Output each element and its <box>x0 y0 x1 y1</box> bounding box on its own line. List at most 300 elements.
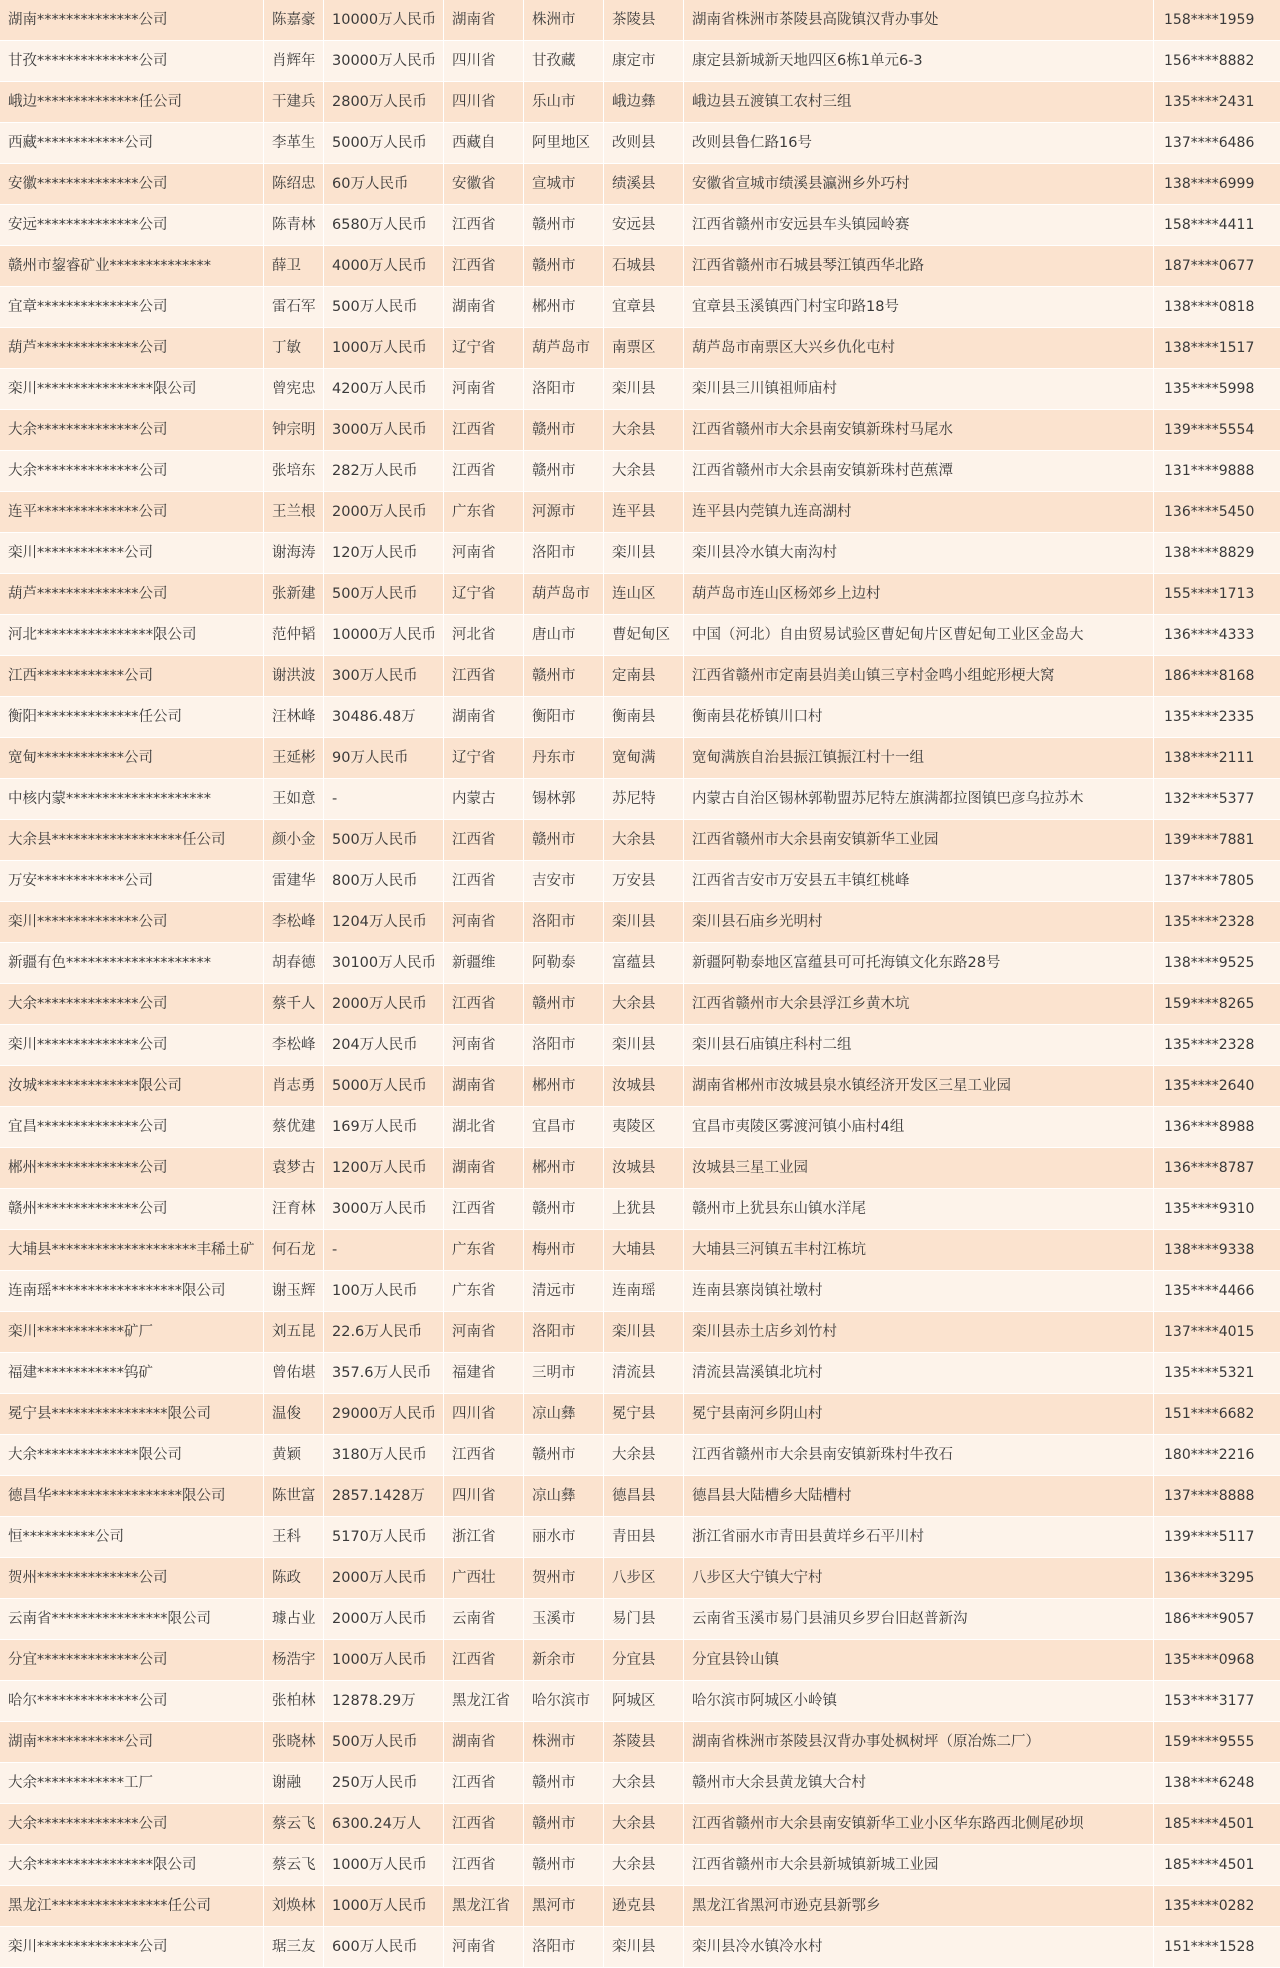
registered-capital-cell: 2000万人民币 <box>324 984 444 1025</box>
address-cell: 湖南省郴州市汝城县泉水镇经济开发区三星工业园 <box>684 1066 1154 1107</box>
company-name-cell: 恒**********公司 <box>0 1517 264 1558</box>
phone-cell: 135****2640 <box>1154 1066 1280 1107</box>
legal-person-cell: 肖辉年 <box>264 41 324 82</box>
province-cell: 江西省 <box>444 1804 524 1845</box>
city-cell: 赣州市 <box>524 1804 604 1845</box>
province-cell: 湖南省 <box>444 287 524 328</box>
table-row <box>0 369 1280 410</box>
registered-capital-cell: 22.6万人民币 <box>324 1312 444 1353</box>
county-cell: 栾川县 <box>604 1025 684 1066</box>
legal-person-cell: 袁梦古 <box>264 1148 324 1189</box>
legal-person-cell: 王兰根 <box>264 492 324 533</box>
address-cell: 连南县寨岗镇社墩村 <box>684 1271 1154 1312</box>
city-cell: 宜昌市 <box>524 1107 604 1148</box>
county-cell: 茶陵县 <box>604 1722 684 1763</box>
company-name-cell: 赣州市鋆睿矿业************** <box>0 246 264 287</box>
city-cell: 赣州市 <box>524 205 604 246</box>
city-cell: 吉安市 <box>524 861 604 902</box>
registered-capital-cell: 10000万人民币 <box>324 0 444 41</box>
table-row <box>0 1927 1280 1968</box>
city-cell: 赣州市 <box>524 246 604 287</box>
county-cell: 逊克县 <box>604 1886 684 1927</box>
registered-capital-cell: 90万人民币 <box>324 738 444 779</box>
company-name-cell: 江西************公司 <box>0 656 264 697</box>
county-cell: 宽甸满 <box>604 738 684 779</box>
phone-cell: 153****3177 <box>1154 1681 1280 1722</box>
address-cell: 峨边县五渡镇工农村三组 <box>684 82 1154 123</box>
legal-person-cell: 琚三友 <box>264 1927 324 1968</box>
phone-cell: 137****4015 <box>1154 1312 1280 1353</box>
company-name-cell: 福建************钨矿 <box>0 1353 264 1394</box>
address-cell: 葫芦岛市南票区大兴乡仇化屯村 <box>684 328 1154 369</box>
county-cell: 峨边彝 <box>604 82 684 123</box>
county-cell: 连山区 <box>604 574 684 615</box>
province-cell: 湖南省 <box>444 1148 524 1189</box>
province-cell: 江西省 <box>444 1845 524 1886</box>
province-cell: 辽宁省 <box>444 328 524 369</box>
province-cell: 江西省 <box>444 246 524 287</box>
legal-person-cell: 谢玉辉 <box>264 1271 324 1312</box>
city-cell: 洛阳市 <box>524 1025 604 1066</box>
phone-cell: 138****6999 <box>1154 164 1280 205</box>
registered-capital-cell: 1000万人民币 <box>324 1886 444 1927</box>
table-row <box>0 1640 1280 1681</box>
registered-capital-cell: 204万人民币 <box>324 1025 444 1066</box>
city-cell: 丽水市 <box>524 1517 604 1558</box>
phone-cell: 135****2335 <box>1154 697 1280 738</box>
registered-capital-cell: 3000万人民币 <box>324 410 444 451</box>
registered-capital-cell: 500万人民币 <box>324 574 444 615</box>
county-cell: 连南瑶 <box>604 1271 684 1312</box>
registered-capital-cell: 6580万人民币 <box>324 205 444 246</box>
county-cell: 汝城县 <box>604 1148 684 1189</box>
phone-cell: 151****1528 <box>1154 1927 1280 1968</box>
province-cell: 广西壮 <box>444 1558 524 1599</box>
province-cell: 四川省 <box>444 41 524 82</box>
table-row <box>0 1845 1280 1886</box>
table-row <box>0 287 1280 328</box>
table-row <box>0 1394 1280 1435</box>
registered-capital-cell: 1000万人民币 <box>324 1640 444 1681</box>
company-name-cell: 栾川****************限公司 <box>0 369 264 410</box>
legal-person-cell: 肖志勇 <box>264 1066 324 1107</box>
registered-capital-cell: 500万人民币 <box>324 820 444 861</box>
province-cell: 江西省 <box>444 1189 524 1230</box>
legal-person-cell: 李松峰 <box>264 1025 324 1066</box>
registered-capital-cell: 1000万人民币 <box>324 1845 444 1886</box>
table-row <box>0 123 1280 164</box>
county-cell: 大余县 <box>604 1763 684 1804</box>
county-cell: 汝城县 <box>604 1066 684 1107</box>
company-name-cell: 河北****************限公司 <box>0 615 264 656</box>
company-name-cell: 赣州**************公司 <box>0 1189 264 1230</box>
company-name-cell: 郴州**************公司 <box>0 1148 264 1189</box>
address-cell: 安徽省宣城市绩溪县瀛洲乡外巧村 <box>684 164 1154 205</box>
legal-person-cell: 谢海涛 <box>264 533 324 574</box>
registered-capital-cell: 30486.48万 <box>324 697 444 738</box>
table-row <box>0 1763 1280 1804</box>
city-cell: 甘孜藏 <box>524 41 604 82</box>
table-row <box>0 246 1280 287</box>
province-cell: 广东省 <box>444 1230 524 1271</box>
table-row <box>0 656 1280 697</box>
table-row <box>0 779 1280 820</box>
city-cell: 阿里地区 <box>524 123 604 164</box>
table-row <box>0 1599 1280 1640</box>
table-row <box>0 1517 1280 1558</box>
county-cell: 德昌县 <box>604 1476 684 1517</box>
table-row <box>0 1681 1280 1722</box>
legal-person-cell: 谢洪波 <box>264 656 324 697</box>
city-cell: 葫芦岛市 <box>524 574 604 615</box>
address-cell: 栾川县石庙镇庄科村二组 <box>684 1025 1154 1066</box>
table-row <box>0 1886 1280 1927</box>
company-name-cell: 栾川**************公司 <box>0 902 264 943</box>
company-name-cell: 大余**************公司 <box>0 410 264 451</box>
phone-cell: 138****1517 <box>1154 328 1280 369</box>
province-cell: 广东省 <box>444 1271 524 1312</box>
table-row <box>0 1066 1280 1107</box>
county-cell: 大余县 <box>604 1845 684 1886</box>
company-name-cell: 栾川************公司 <box>0 533 264 574</box>
registered-capital-cell: 120万人民币 <box>324 533 444 574</box>
legal-person-cell: 雷建华 <box>264 861 324 902</box>
registered-capital-cell: 500万人民币 <box>324 287 444 328</box>
registered-capital-cell: 4200万人民币 <box>324 369 444 410</box>
province-cell: 安徽省 <box>444 164 524 205</box>
city-cell: 赣州市 <box>524 820 604 861</box>
table-row <box>0 1722 1280 1763</box>
legal-person-cell: 陈嘉豪 <box>264 0 324 41</box>
legal-person-cell: 张培东 <box>264 451 324 492</box>
county-cell: 栾川县 <box>604 902 684 943</box>
phone-cell: 151****6682 <box>1154 1394 1280 1435</box>
province-cell: 云南省 <box>444 1599 524 1640</box>
address-cell: 栾川县冷水镇大南沟村 <box>684 533 1154 574</box>
county-cell: 衡南县 <box>604 697 684 738</box>
company-name-cell: 宽甸************公司 <box>0 738 264 779</box>
registered-capital-cell: 357.6万人民币 <box>324 1353 444 1394</box>
address-cell: 中国（河北）自由贸易试验区曹妃甸片区曹妃甸工业区金岛大 <box>684 615 1154 656</box>
county-cell: 康定市 <box>604 41 684 82</box>
table-row <box>0 328 1280 369</box>
company-name-cell: 宜昌**************公司 <box>0 1107 264 1148</box>
phone-cell: 137****7805 <box>1154 861 1280 902</box>
province-cell: 河南省 <box>444 1927 524 1968</box>
city-cell: 葫芦岛市 <box>524 328 604 369</box>
company-name-cell: 甘孜**************公司 <box>0 41 264 82</box>
province-cell: 内蒙古 <box>444 779 524 820</box>
table-row <box>0 410 1280 451</box>
address-cell: 江西省赣州市安远县车头镇园岭赛 <box>684 205 1154 246</box>
phone-cell: 186****8168 <box>1154 656 1280 697</box>
address-cell: 宜昌市夷陵区雾渡河镇小庙村4组 <box>684 1107 1154 1148</box>
address-cell: 冕宁县南河乡阴山村 <box>684 1394 1154 1435</box>
legal-person-cell: 蔡云飞 <box>264 1845 324 1886</box>
registered-capital-cell: - <box>324 779 444 820</box>
registered-capital-cell: 5000万人民币 <box>324 1066 444 1107</box>
table-row <box>0 1107 1280 1148</box>
phone-cell: 138****9338 <box>1154 1230 1280 1271</box>
address-cell: 栾川县石庙乡光明村 <box>684 902 1154 943</box>
city-cell: 衡阳市 <box>524 697 604 738</box>
county-cell: 易门县 <box>604 1599 684 1640</box>
city-cell: 唐山市 <box>524 615 604 656</box>
city-cell: 新余市 <box>524 1640 604 1681</box>
phone-cell: 135****2328 <box>1154 1025 1280 1066</box>
province-cell: 福建省 <box>444 1353 524 1394</box>
legal-person-cell: 黄颖 <box>264 1435 324 1476</box>
phone-cell: 187****0677 <box>1154 246 1280 287</box>
company-name-cell: 大余****************限公司 <box>0 1845 264 1886</box>
address-cell: 江西省赣州市大余县新城镇新城工业园 <box>684 1845 1154 1886</box>
registered-capital-cell: 60万人民币 <box>324 164 444 205</box>
table-row <box>0 1435 1280 1476</box>
county-cell: 八步区 <box>604 1558 684 1599</box>
company-name-cell: 大余县******************任公司 <box>0 820 264 861</box>
company-name-cell: 中核内蒙******************** <box>0 779 264 820</box>
county-cell: 茶陵县 <box>604 0 684 41</box>
county-cell: 万安县 <box>604 861 684 902</box>
province-cell: 河北省 <box>444 615 524 656</box>
table-row <box>0 943 1280 984</box>
company-name-cell: 大埔县********************丰稀土矿 <box>0 1230 264 1271</box>
address-cell: 江西省吉安市万安县五丰镇红桃峰 <box>684 861 1154 902</box>
county-cell: 石城县 <box>604 246 684 287</box>
registered-capital-cell: 800万人民币 <box>324 861 444 902</box>
table-row <box>0 615 1280 656</box>
province-cell: 河南省 <box>444 369 524 410</box>
registered-capital-cell: 1200万人民币 <box>324 1148 444 1189</box>
registered-capital-cell: 300万人民币 <box>324 656 444 697</box>
address-cell: 赣州市大余县黄龙镇大合村 <box>684 1763 1154 1804</box>
registered-capital-cell: 6300.24万人 <box>324 1804 444 1845</box>
province-cell: 江西省 <box>444 861 524 902</box>
address-cell: 江西省赣州市石城县琴江镇西华北路 <box>684 246 1154 287</box>
province-cell: 河南省 <box>444 533 524 574</box>
table-row <box>0 533 1280 574</box>
table-row <box>0 574 1280 615</box>
address-cell: 分宜县铃山镇 <box>684 1640 1154 1681</box>
legal-person-cell: 刘五昆 <box>264 1312 324 1353</box>
address-cell: 新疆阿勒泰地区富蕴县可可托海镇文化东路28号 <box>684 943 1154 984</box>
legal-person-cell: 钟宗明 <box>264 410 324 451</box>
registered-capital-cell: 1204万人民币 <box>324 902 444 943</box>
county-cell: 夷陵区 <box>604 1107 684 1148</box>
registered-capital-cell: 282万人民币 <box>324 451 444 492</box>
address-cell: 清流县嵩溪镇北坑村 <box>684 1353 1154 1394</box>
phone-cell: 138****2111 <box>1154 738 1280 779</box>
city-cell: 赣州市 <box>524 451 604 492</box>
legal-person-cell: 陈绍忠 <box>264 164 324 205</box>
city-cell: 株洲市 <box>524 1722 604 1763</box>
company-name-cell: 栾川**************公司 <box>0 1927 264 1968</box>
legal-person-cell: 李松峰 <box>264 902 324 943</box>
address-cell: 湖南省株洲市茶陵县汉背办事处枫树坪（原冶炼二厂） <box>684 1722 1154 1763</box>
legal-person-cell: 何石龙 <box>264 1230 324 1271</box>
legal-person-cell: 干建兵 <box>264 82 324 123</box>
county-cell: 大埔县 <box>604 1230 684 1271</box>
city-cell: 赣州市 <box>524 1845 604 1886</box>
county-cell: 南票区 <box>604 328 684 369</box>
registered-capital-cell: 4000万人民币 <box>324 246 444 287</box>
county-cell: 定南县 <box>604 656 684 697</box>
legal-person-cell: 璩占业 <box>264 1599 324 1640</box>
legal-person-cell: 王如意 <box>264 779 324 820</box>
county-cell: 安远县 <box>604 205 684 246</box>
registered-capital-cell: 12878.29万 <box>324 1681 444 1722</box>
phone-cell: 136****8988 <box>1154 1107 1280 1148</box>
company-name-cell: 大余**************公司 <box>0 984 264 1025</box>
table-row <box>0 1476 1280 1517</box>
registered-capital-cell: 250万人民币 <box>324 1763 444 1804</box>
registered-capital-cell: 5000万人民币 <box>324 123 444 164</box>
address-cell: 栾川县三川镇祖师庙村 <box>684 369 1154 410</box>
phone-cell: 135****9310 <box>1154 1189 1280 1230</box>
table-row <box>0 1189 1280 1230</box>
city-cell: 株洲市 <box>524 0 604 41</box>
address-cell: 栾川县冷水镇冷水村 <box>684 1927 1154 1968</box>
phone-cell: 158****1959 <box>1154 0 1280 41</box>
phone-cell: 136****5450 <box>1154 492 1280 533</box>
table-row <box>0 861 1280 902</box>
legal-person-cell: 陈青林 <box>264 205 324 246</box>
registered-capital-cell: 29000万人民币 <box>324 1394 444 1435</box>
phone-cell: 180****2216 <box>1154 1435 1280 1476</box>
province-cell: 四川省 <box>444 82 524 123</box>
province-cell: 黑龙江省 <box>444 1886 524 1927</box>
legal-person-cell: 胡春德 <box>264 943 324 984</box>
legal-person-cell: 颜小金 <box>264 820 324 861</box>
address-cell: 宜章县玉溪镇西门村宝印路18号 <box>684 287 1154 328</box>
legal-person-cell: 曾佑堪 <box>264 1353 324 1394</box>
city-cell: 玉溪市 <box>524 1599 604 1640</box>
table-row <box>0 82 1280 123</box>
company-name-cell: 大余**************限公司 <box>0 1435 264 1476</box>
address-cell: 连平县内莞镇九连高湖村 <box>684 492 1154 533</box>
company-name-cell: 贺州**************公司 <box>0 1558 264 1599</box>
address-cell: 江西省赣州市大余县南安镇新华工业园 <box>684 820 1154 861</box>
city-cell: 赣州市 <box>524 1763 604 1804</box>
city-cell: 乐山市 <box>524 82 604 123</box>
phone-cell: 136****4333 <box>1154 615 1280 656</box>
province-cell: 新疆维 <box>444 943 524 984</box>
province-cell: 江西省 <box>444 205 524 246</box>
address-cell: 江西省赣州市大余县南安镇新华工业小区华东路西北侧尾砂坝 <box>684 1804 1154 1845</box>
table-row <box>0 984 1280 1025</box>
city-cell: 河源市 <box>524 492 604 533</box>
company-name-cell: 云南省****************限公司 <box>0 1599 264 1640</box>
company-name-cell: 大余************工厂 <box>0 1763 264 1804</box>
city-cell: 黑河市 <box>524 1886 604 1927</box>
address-cell: 江西省赣州市大余县浮江乡黄木坑 <box>684 984 1154 1025</box>
company-name-cell: 宜章**************公司 <box>0 287 264 328</box>
legal-person-cell: 张柏林 <box>264 1681 324 1722</box>
city-cell: 洛阳市 <box>524 369 604 410</box>
address-cell: 江西省赣州市大余县南安镇新珠村马尾水 <box>684 410 1154 451</box>
phone-cell: 158****4411 <box>1154 205 1280 246</box>
legal-person-cell: 刘焕林 <box>264 1886 324 1927</box>
address-cell: 衡南县花桥镇川口村 <box>684 697 1154 738</box>
table-row <box>0 492 1280 533</box>
province-cell: 河南省 <box>444 1025 524 1066</box>
company-name-cell: 葫芦**************公司 <box>0 574 264 615</box>
registered-capital-cell: 2857.1428万 <box>324 1476 444 1517</box>
legal-person-cell: 蔡千人 <box>264 984 324 1025</box>
city-cell: 赣州市 <box>524 984 604 1025</box>
city-cell: 郴州市 <box>524 1148 604 1189</box>
registered-capital-cell: 30100万人民币 <box>324 943 444 984</box>
province-cell: 河南省 <box>444 902 524 943</box>
table-row <box>0 451 1280 492</box>
company-name-cell: 连平**************公司 <box>0 492 264 533</box>
address-cell: 浙江省丽水市青田县黄垟乡石平川村 <box>684 1517 1154 1558</box>
table-row <box>0 1558 1280 1599</box>
legal-person-cell: 王延彬 <box>264 738 324 779</box>
province-cell: 黑龙江省 <box>444 1681 524 1722</box>
province-cell: 江西省 <box>444 1640 524 1681</box>
legal-person-cell: 温俊 <box>264 1394 324 1435</box>
phone-cell: 185****4501 <box>1154 1845 1280 1886</box>
company-name-cell: 黑龙江****************任公司 <box>0 1886 264 1927</box>
county-cell: 苏尼特 <box>604 779 684 820</box>
province-cell: 广东省 <box>444 492 524 533</box>
table-row <box>0 697 1280 738</box>
table-row <box>0 1353 1280 1394</box>
registered-capital-cell: 5170万人民币 <box>324 1517 444 1558</box>
province-cell: 江西省 <box>444 1435 524 1476</box>
registered-capital-cell: 500万人民币 <box>324 1722 444 1763</box>
legal-person-cell: 丁敏 <box>264 328 324 369</box>
phone-cell: 135****5321 <box>1154 1353 1280 1394</box>
company-name-cell: 西藏************公司 <box>0 123 264 164</box>
company-name-cell: 冕宁县****************限公司 <box>0 1394 264 1435</box>
legal-person-cell: 张新建 <box>264 574 324 615</box>
province-cell: 辽宁省 <box>444 574 524 615</box>
company-name-cell: 哈尔**************公司 <box>0 1681 264 1722</box>
phone-cell: 138****0818 <box>1154 287 1280 328</box>
county-cell: 大余县 <box>604 1804 684 1845</box>
county-cell: 栾川县 <box>604 1312 684 1353</box>
table-row <box>0 41 1280 82</box>
province-cell: 辽宁省 <box>444 738 524 779</box>
table-row <box>0 205 1280 246</box>
province-cell: 四川省 <box>444 1394 524 1435</box>
phone-cell: 156****8882 <box>1154 41 1280 82</box>
registered-capital-cell: 169万人民币 <box>324 1107 444 1148</box>
table-row <box>0 1148 1280 1189</box>
address-cell: 内蒙古自治区锡林郭勒盟苏尼特左旗满都拉图镇巴彦乌拉苏木 <box>684 779 1154 820</box>
registered-capital-cell: 2000万人民币 <box>324 492 444 533</box>
table-row <box>0 820 1280 861</box>
address-cell: 湖南省株洲市茶陵县高陇镇汉背办事处 <box>684 0 1154 41</box>
legal-person-cell: 汪林峰 <box>264 697 324 738</box>
address-cell: 葫芦岛市连山区杨郊乡上边村 <box>684 574 1154 615</box>
county-cell: 青田县 <box>604 1517 684 1558</box>
address-cell: 江西省赣州市大余县南安镇新珠村芭蕉潭 <box>684 451 1154 492</box>
city-cell: 三明市 <box>524 1353 604 1394</box>
phone-cell: 135****5998 <box>1154 369 1280 410</box>
legal-person-cell: 杨浩宇 <box>264 1640 324 1681</box>
province-cell: 四川省 <box>444 1476 524 1517</box>
county-cell: 富蕴县 <box>604 943 684 984</box>
company-name-cell: 分宜**************公司 <box>0 1640 264 1681</box>
legal-person-cell: 陈政 <box>264 1558 324 1599</box>
phone-cell: 138****8829 <box>1154 533 1280 574</box>
county-cell: 大余县 <box>604 1435 684 1476</box>
province-cell: 湖北省 <box>444 1107 524 1148</box>
legal-person-cell: 张晓林 <box>264 1722 324 1763</box>
